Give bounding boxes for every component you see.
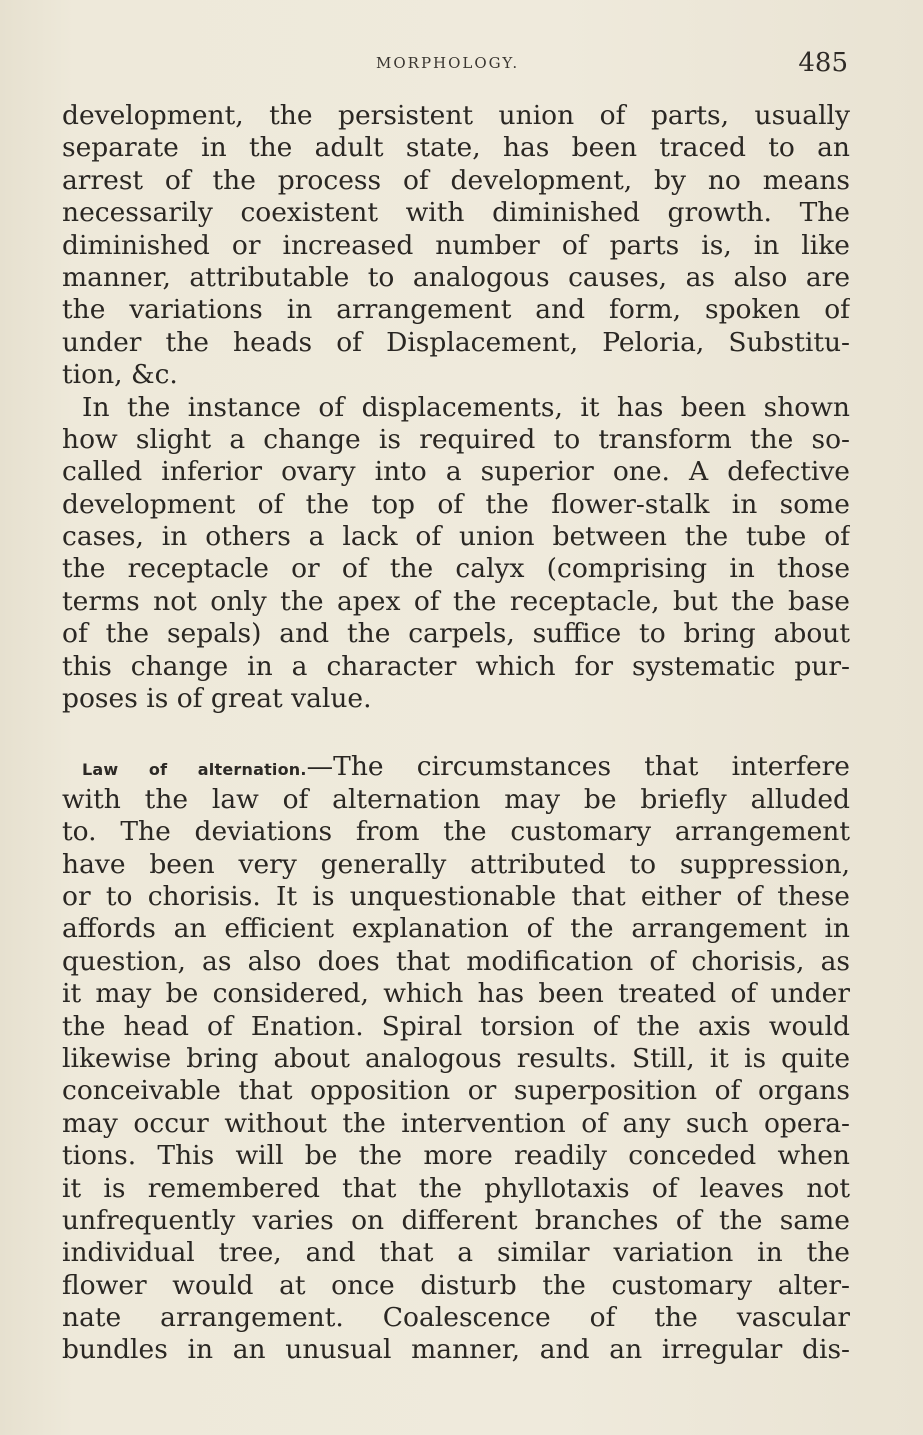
paragraph-2 xyxy=(62,392,850,716)
text-line: called inferior ovary into a superior one. A defective xyxy=(62,456,850,488)
text-line: question, as also does that modification of chorisis, as xyxy=(62,945,850,977)
text-line: unfrequently varies on different branches of the same xyxy=(62,1204,850,1236)
text-line: individual tree, and that a similar variation in the xyxy=(62,1237,850,1269)
text-line: nate arrangement. Coalescence of the vascular xyxy=(62,1302,850,1334)
text-line: development, the persistent union of parts, usually xyxy=(62,100,850,131)
page-number: 485 xyxy=(798,48,848,78)
text-line: diminished or increased number of parts is, in like xyxy=(62,229,850,261)
text-line: likewise bring about analogous results. Still, it is quite xyxy=(62,1042,850,1074)
text-line: this change in a character which for systematic pur- xyxy=(62,650,850,682)
text-line: of the sepals) and the carpels, suffice to bring about xyxy=(62,618,850,650)
text-line-rest: —The circumstances that interfere xyxy=(306,751,850,783)
text-line: poses is of great value. xyxy=(62,683,372,715)
text-line: to. The deviations from the customary arrangement xyxy=(62,816,850,848)
text-line: development of the top of the flower-stalk in some xyxy=(62,488,850,520)
text-line: tions. This will be the more readily conceded when xyxy=(62,1140,850,1172)
text-line xyxy=(62,751,850,783)
text-line: cases, in others a lack of union between the tube of xyxy=(62,521,850,553)
page-header xyxy=(72,48,848,88)
text-line: bundles in an unusual manner, and an irregular dis- xyxy=(62,1334,850,1366)
text-line: under the heads of Displacement, Peloria, Substitu- xyxy=(62,326,850,358)
text-line: tion, &c. xyxy=(62,359,178,391)
text-line: the variations in arrangement and form, spoken of xyxy=(62,294,850,326)
paragraph-1 xyxy=(62,100,850,392)
text-line: the receptacle or of the calyx (comprising in those xyxy=(62,553,850,585)
sidenote-heading: Law of alternation. xyxy=(82,760,307,780)
text-line: terms not only the apex of the receptacle, but the base xyxy=(62,585,850,617)
paragraph-spacer xyxy=(62,715,850,751)
text-line: it may be considered, which has been treated of under xyxy=(62,978,850,1010)
text-line: it is remembered that the phyllotaxis of leaves not xyxy=(62,1172,850,1204)
text-line: the head of Enation. Spiral torsion of the axis would xyxy=(62,1010,850,1042)
text-line: how slight a change is required to transform the so- xyxy=(62,423,850,455)
text-line: or to chorisis. It is unquestionable that either of these xyxy=(62,880,850,912)
paragraph-3 xyxy=(62,751,850,1366)
text-line: manner, attributable to analogous causes, as also are xyxy=(62,261,850,293)
text-line: In the instance of displacements, it has been shown xyxy=(82,391,850,423)
text-line: separate in the adult state, has been traced to an xyxy=(62,132,850,164)
text-line: arrest of the process of development, by no means xyxy=(62,164,850,196)
text-line: have been very generally attributed to suppression, xyxy=(62,848,850,880)
text-line: conceivable that opposition or superposition of organs xyxy=(62,1075,850,1107)
text-line: necessarily coexistent with diminished growth. The xyxy=(62,197,850,229)
text-line: affords an efficient explanation of the arrangement in xyxy=(62,913,850,945)
text-line: flower would at once disturb the customary alter- xyxy=(62,1269,850,1301)
running-head: MORPHOLOGY. xyxy=(376,54,520,72)
text-line: may occur without the intervention of any such opera- xyxy=(62,1107,850,1139)
body-text xyxy=(62,100,850,1367)
text-line: with the law of alternation may be briefly alluded xyxy=(62,783,850,815)
